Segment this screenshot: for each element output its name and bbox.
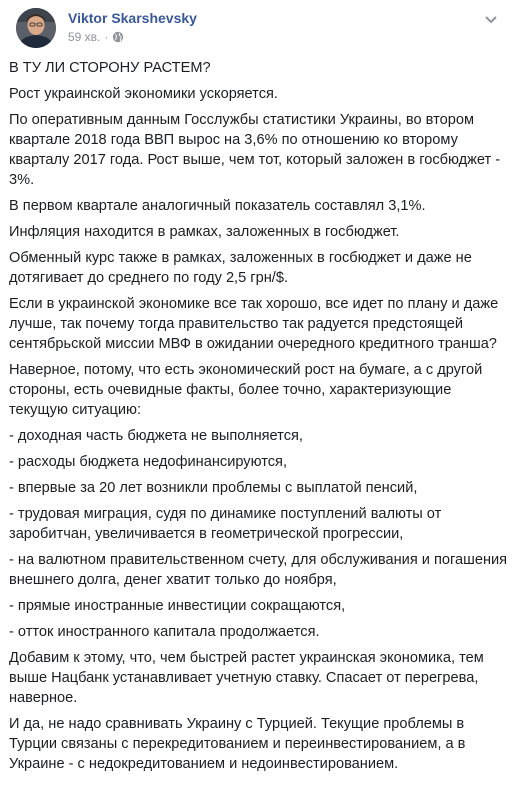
post-paragraph: Рост украинской экономики ускоряется. — [9, 86, 278, 102]
avatar-image — [16, 8, 56, 48]
post-paragraph: В первом квартале аналогичный показатель составлял 3,1%. — [9, 198, 426, 214]
post-paragraph: По оперативным данным Госслужбы статистики Украины, во втором квартале 2018 года ВВП вырос на 3,6% по отношению ко второму кварталу 2017 года. Рост выше, чем тот, который заложен в госбюджет - 3%. — [9, 112, 501, 188]
avatar[interactable] — [16, 8, 56, 48]
post-list-item: - доходная часть бюджета не выполняется, — [9, 428, 303, 444]
post-list-item: - трудовая миграция, судя по динамике поступлений валюты от заробитчан, увеличивается в геометрической прогрессии, — [9, 506, 442, 542]
globe-icon[interactable] — [112, 31, 124, 43]
post-list-item: - отток иностранного капитала продолжается. — [9, 624, 320, 640]
post-list-item: - впервые за 20 лет возникли проблемы с выплатой пенсий, — [9, 480, 418, 496]
post-body — [9, 58, 509, 780]
author-name[interactable]: Viktor Skarshevsky — [68, 10, 197, 26]
post-list-item: - прямые иностранные инвестиции сокращаются, — [9, 598, 346, 614]
post-header — [8, 0, 517, 52]
post-list-item: - расходы бюджета недофинансируются, — [9, 454, 287, 470]
post-paragraph: Обменный курс также в рамках, заложенных в госбюджет и даже не дотягивает до среднего по году 2,5 грн/$. — [9, 250, 472, 286]
post-paragraph: В ТУ ЛИ СТОРОНУ РАСТЕМ? — [9, 60, 211, 76]
post-list-item: - на валютном правительственном счету, для обслуживания и погашения внешнего долга, денег хватит только до ноября, — [9, 552, 508, 588]
post-meta — [68, 30, 124, 44]
post-paragraph: Если в украинской экономике все так хорошо, все идет по плану и даже лучше, так почему тогда правительство так радуется предстоящей сентябрьской миссии МВФ в ожидании очередного кредитного транша? — [9, 296, 499, 352]
post-paragraph: Инфляция находится в рамках, заложенных в госбюджет. — [9, 224, 400, 240]
post-paragraph: Наверное, потому, что есть экономический рост на бумаге, а с другой стороны, есть очевидные факты, более точно, характеризующие текущую ситуацию: — [9, 362, 483, 418]
post-paragraph: И да, не надо сравнивать Украину с Турцией. Текущие проблемы в Турции связаны с перекредитованием и переинвестированием, а в Украине - с недокредитованием и недоинвестированием. — [9, 716, 466, 772]
meta-separator: · — [104, 30, 109, 44]
post-paragraph: Добавим к этому, что, чем быстрей растет украинская экономика, тем выше Нацбанк устанавливает учетную ставку. Спасает от перегрева, наверное. — [9, 650, 484, 706]
post-timestamp[interactable]: 59 хв. — [68, 30, 101, 44]
chevron-down-icon[interactable] — [481, 10, 501, 30]
